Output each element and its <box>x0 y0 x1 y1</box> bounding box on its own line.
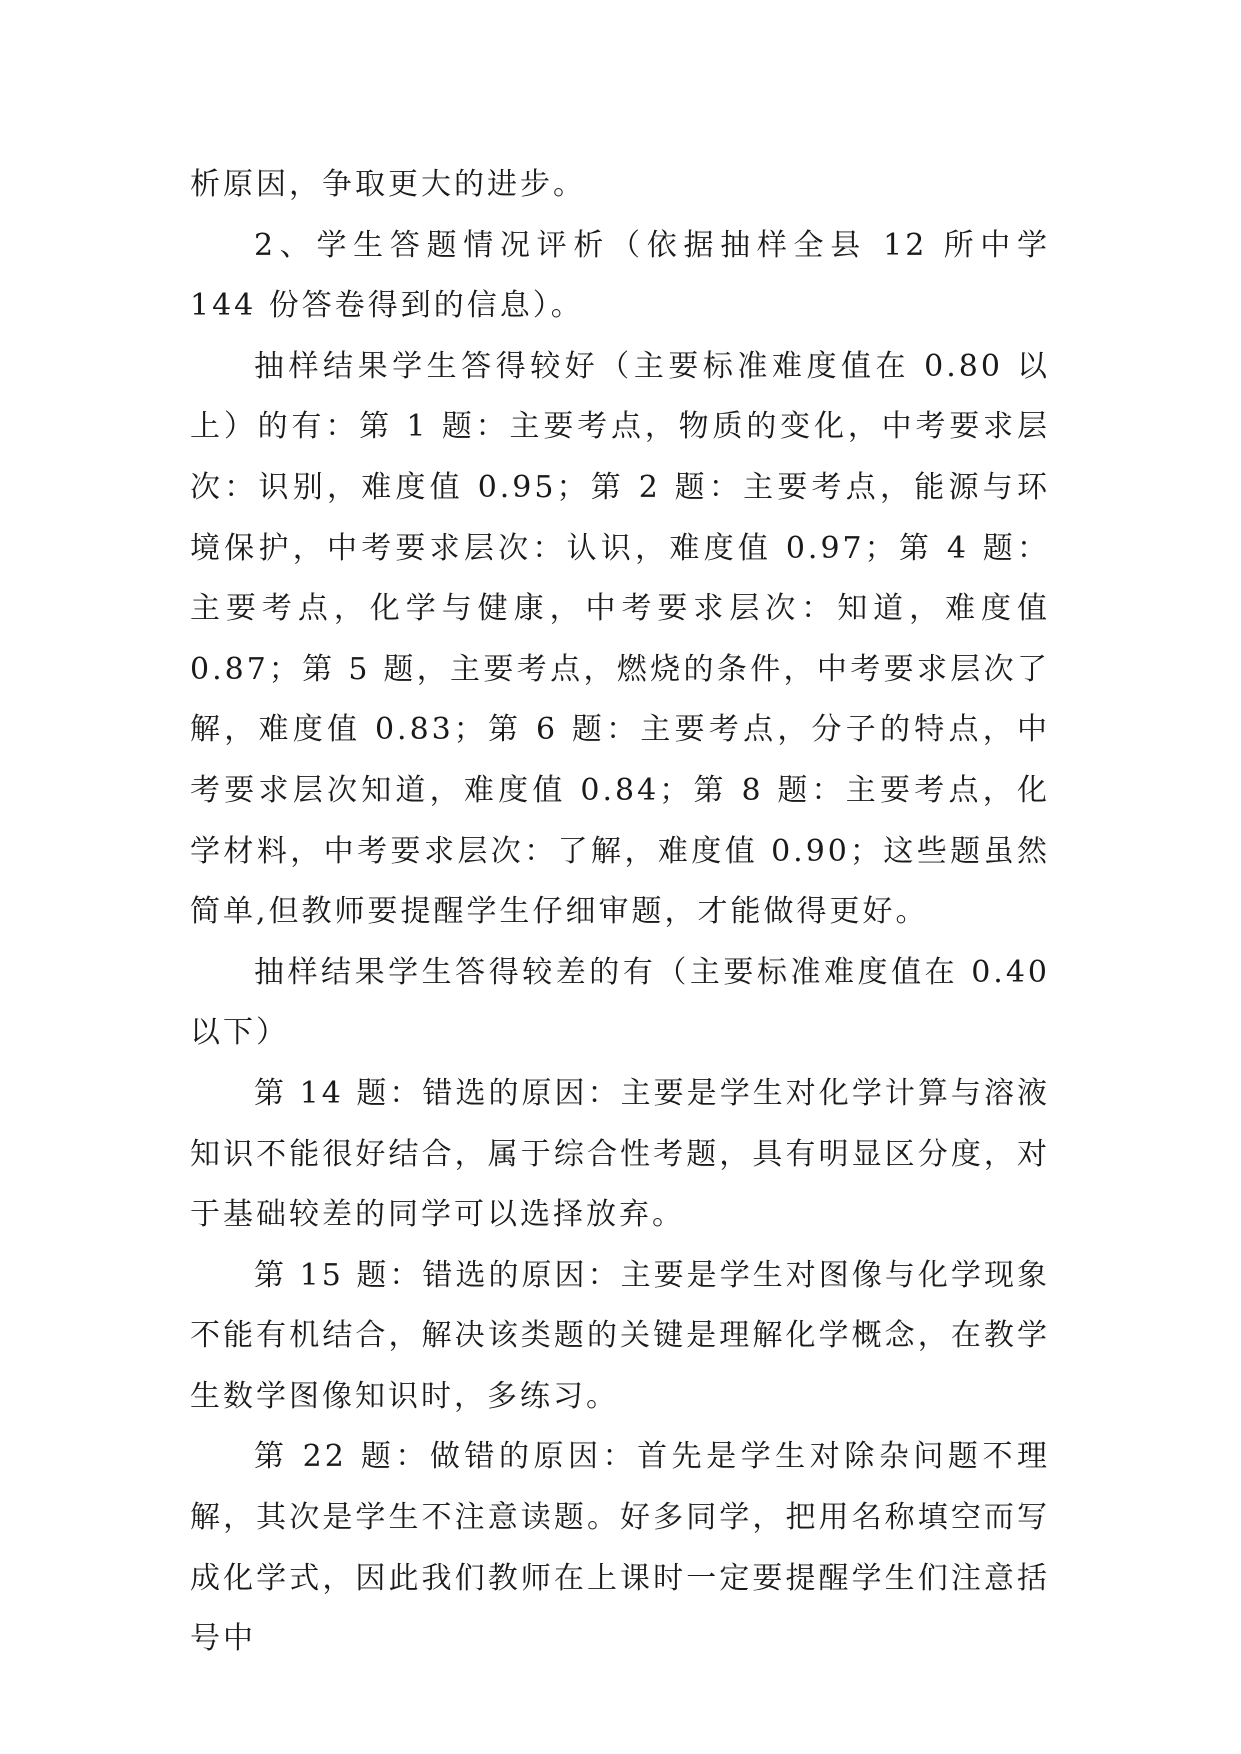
paragraph-question-15: 第 15 题：错选的原因：主要是学生对图像与化学现象不能有机结合，解决该类题的关键是理解化学概念，在教学生数学图像知识时，多练习。 <box>190 1257 1050 1414</box>
document-body <box>190 155 1050 1670</box>
paragraph-poor-results-intro: 抽样结果学生答得较差的有（主要标准难度值在 0.40 以下） <box>190 954 1050 1051</box>
paragraph-question-14: 第 14 题：错选的原因：主要是学生对化学计算与溶液知识不能很好结合，属于综合性考题，具有明显区分度，对于基础较差的同学可以选择放弃。 <box>190 1075 1050 1233</box>
paragraph-section-heading: 2、学生答题情况评析（依据抽样全县 12 所中学 144 份答卷得到的信息）。 <box>190 227 1050 324</box>
paragraph-question-22: 第 22 题：做错的原因：首先是学生对除杂问题不理解，其次是学生不注意读题。好多同学，把用名称填空而写成化学式，因此我们教师在上课时一定要提醒学生们注意括号中 <box>190 1439 1050 1657</box>
paragraph-good-results: 抽样结果学生答得较好（主要标准难度值在 0.80 以上）的有：第 1 题：主要考点，物质的变化，中考要求层次：识别，难度值 0.95；第 2 题：主要考点，能源与环境保护，中考要求层次：认识，难度值 0.97；第 4 题：主要考点，化学与健康，中考要求层次：知道，难度值 0.87；第 5 题，主要考点，燃烧的条件，中考要求层次了解，难度值 0.83；第 6 题：主要考点，分子的特点，中考要求层次知道，难度值 0.84；第 8 题：主要考点，化学材料，中考要求层次：了解，难度值 0.90；这些题虽然简单,但教师要提醒学生仔细审题，才能做得更好。 <box>190 348 1050 930</box>
paragraph-continuation: 析原因，争取更大的进步。 <box>190 167 586 202</box>
